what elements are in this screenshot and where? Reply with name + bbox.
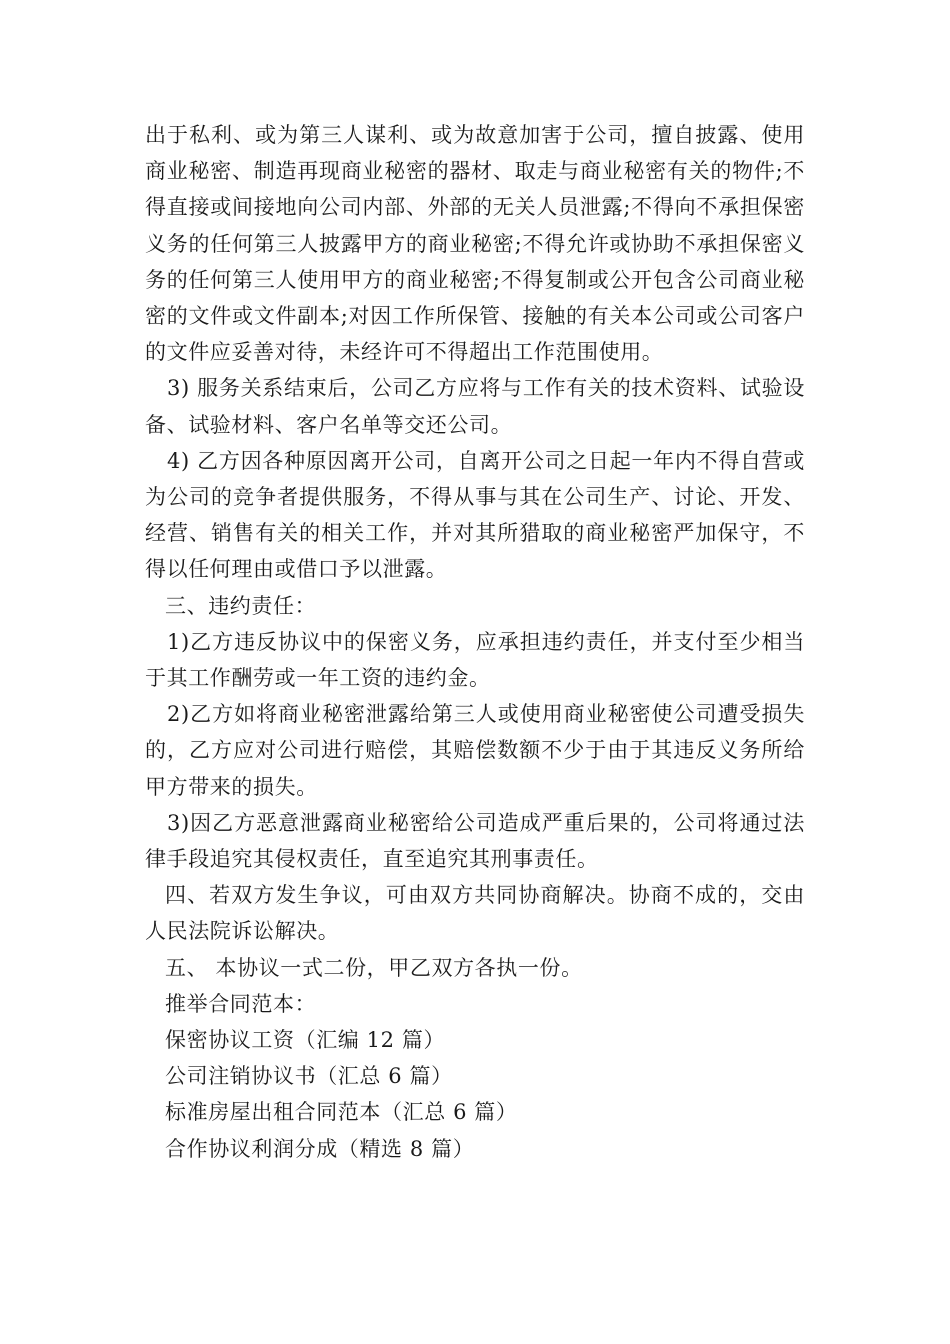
paragraph-confidentiality-obligations: 出于私利、或为第三人谋利、或为故意加害于公司，擅自披露、使用商业秘密、制造再现商业秘密的器材、取走与商业秘密有关的物件;不得直接或间接地向公司内部、外部的无关人员泄露;不得向不承担保密义务的任何第三人披露甲方的商业秘密;不得允许或协助不承担保密义务的任何第三人使用甲方的商业秘密;不得复制或公开包含公司商业秘密的文件或文件副本;对因工作所保管、接触的有关本公司或公司客户的文件应妥善对待，未经许可不得超出工作范围使用。 — [145, 123, 805, 365]
section-heading-breach-liability: 三、违约责任： — [165, 593, 317, 618]
paragraph-clause-3: 3) 服务关系结束后，公司乙方应将与工作有关的技术资料、试验设备、试验材料、客户名单等交还公司。 — [145, 376, 805, 437]
recommend-link-1[interactable]: 保密协议工资（汇编 12 篇） — [165, 1028, 446, 1053]
paragraph-breach-3: 3)因乙方恶意泄露商业秘密给公司造成严重后果的，公司将通过法律手段追究其侵权责任，直至追究其刑事责任。 — [145, 810, 805, 872]
paragraph-breach-2: 2)乙方如将商业秘密泄露给第三人或使用商业秘密使公司遭受损失的，乙方应对公司进行赔偿，其赔偿数额不少于由于其违反义务所给甲方带来的损失。 — [145, 702, 805, 799]
recommend-link-2[interactable]: 公司注销协议书（汇总 6 篇） — [165, 1064, 453, 1089]
document-body — [145, 117, 805, 1167]
paragraph-breach-1: 1)乙方违反协议中的保密义务，应承担违约责任，并支付至少相当于其工作酬劳或一年工资的违约金。 — [145, 629, 805, 691]
recommend-link-4[interactable]: 合作协议利润分成（精选 8 篇） — [165, 1136, 475, 1161]
recommend-link-3[interactable]: 标准房屋出租合同范本（汇总 6 篇） — [165, 1100, 518, 1125]
paragraph-copies: 五、 本协议一式二份，甲乙双方各执一份。 — [165, 955, 583, 980]
paragraph-clause-4: 4) 乙方因各种原因离开公司，自离开公司之日起一年内不得自营或为公司的竞争者提供服务，不得从事与其在公司生产、讨论、开发、经营、销售有关的相关工作，并对其所猎取的商业秘密严加保守，不得以任何理由或借口予以泄露。 — [145, 448, 805, 582]
recommend-heading: 推举合同范本： — [165, 991, 317, 1016]
paragraph-dispute-resolution: 四、若双方发生争议，可由双方共同协商解决。协商不成的，交由人民法院诉讼解决。 — [145, 883, 805, 944]
